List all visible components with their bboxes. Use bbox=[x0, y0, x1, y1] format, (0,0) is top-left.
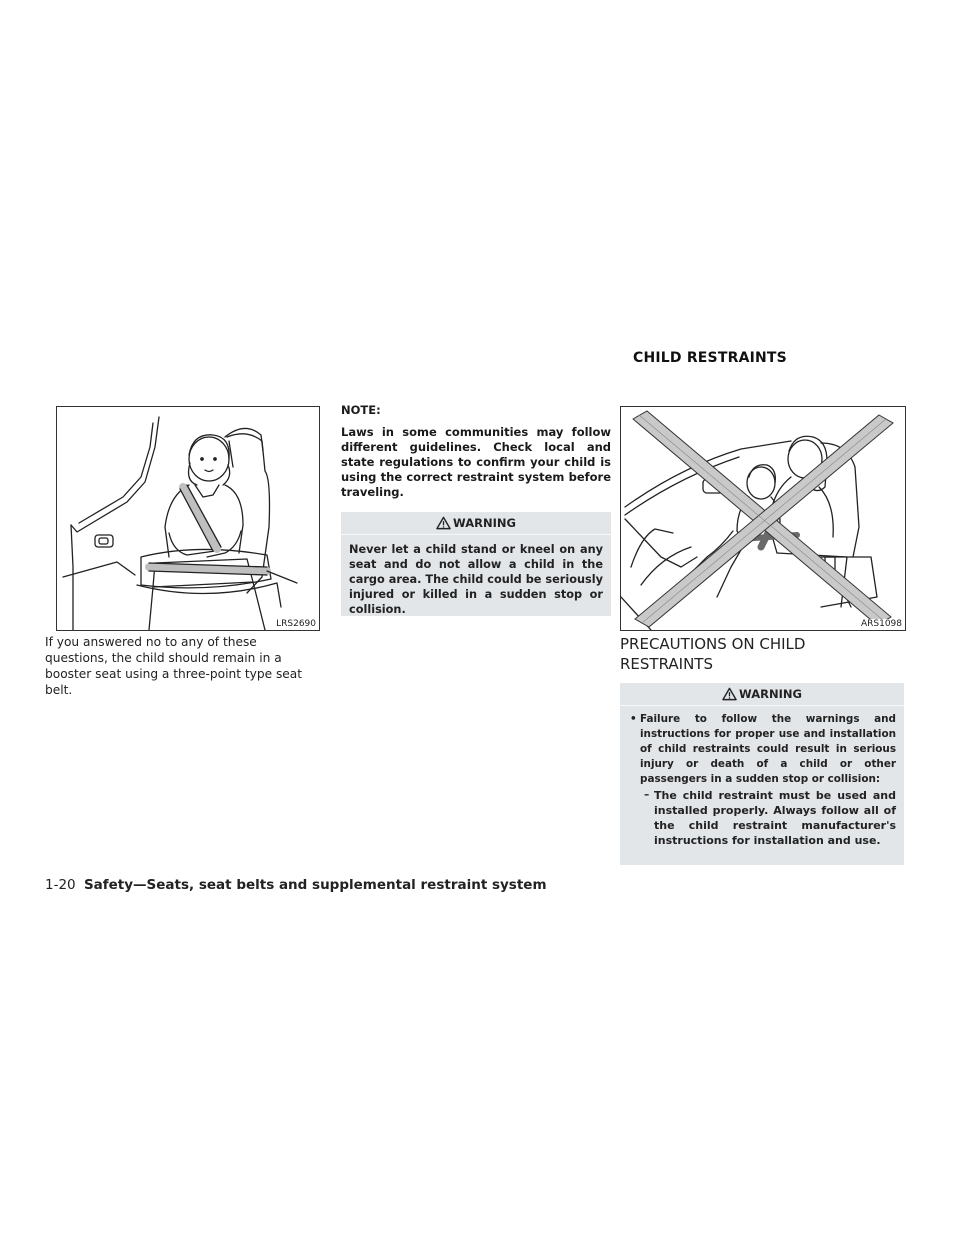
figure-child-booster-seat bbox=[56, 406, 320, 631]
note-body: Laws in some communities may follow different guidelines. Check local and state regulations to confirm your child is using the correct restraint system before traveling. bbox=[341, 425, 611, 499]
figure-label: ARS1098 bbox=[860, 619, 902, 629]
sub-bullet-text: The child restraint must be used and installed properly. Always follow all of the child restraint manufacturer's instructions for installation and use. bbox=[654, 789, 896, 847]
sub-heading: PRECAUTIONS ON CHILD RESTRAINTS bbox=[620, 635, 806, 673]
warning-text: Never let a child stand or kneel on any seat and do not allow a child in the cargo area. The child could be seriously injured or killed in a sudden stop or collision. bbox=[349, 543, 603, 616]
bullet-text: Failure to follow the warnings and instructions for proper use and installation of child restraints could result in serious injury or death of a child or other passengers in a sudden stop or collision: bbox=[640, 713, 896, 785]
warning-header bbox=[341, 512, 611, 535]
warning-box-precautions bbox=[620, 683, 904, 865]
booster-seat-illustration bbox=[57, 407, 319, 630]
warning-text bbox=[620, 706, 904, 856]
section-header: CHILD RESTRAINTS bbox=[633, 350, 787, 366]
page-footer bbox=[45, 877, 547, 893]
footer-title: Safety—Seats, seat belts and supplemental restraint system bbox=[83, 877, 547, 893]
warning-title: WARNING bbox=[453, 516, 516, 530]
warning-header bbox=[620, 683, 904, 706]
page-number: 1-20 bbox=[45, 877, 76, 893]
note-title: NOTE: bbox=[341, 403, 381, 417]
sub-bullet-mark: – bbox=[644, 789, 650, 801]
warning-sub-bullet bbox=[628, 788, 896, 848]
incorrect-position-illustration bbox=[621, 407, 905, 630]
warning-title: WARNING bbox=[739, 687, 802, 701]
warning-triangle-icon bbox=[436, 516, 451, 530]
warning-bullet bbox=[628, 712, 896, 787]
warning-box-standing bbox=[341, 512, 611, 616]
warning-triangle-icon bbox=[722, 687, 737, 701]
left-paragraph: If you answered no to any of these questions, the child should remain in a booster seat using a three-point type seat belt. bbox=[45, 635, 303, 697]
bullet-mark: • bbox=[630, 713, 637, 725]
figure-child-incorrect-position bbox=[620, 406, 906, 631]
figure-label: LRS2690 bbox=[276, 619, 316, 629]
